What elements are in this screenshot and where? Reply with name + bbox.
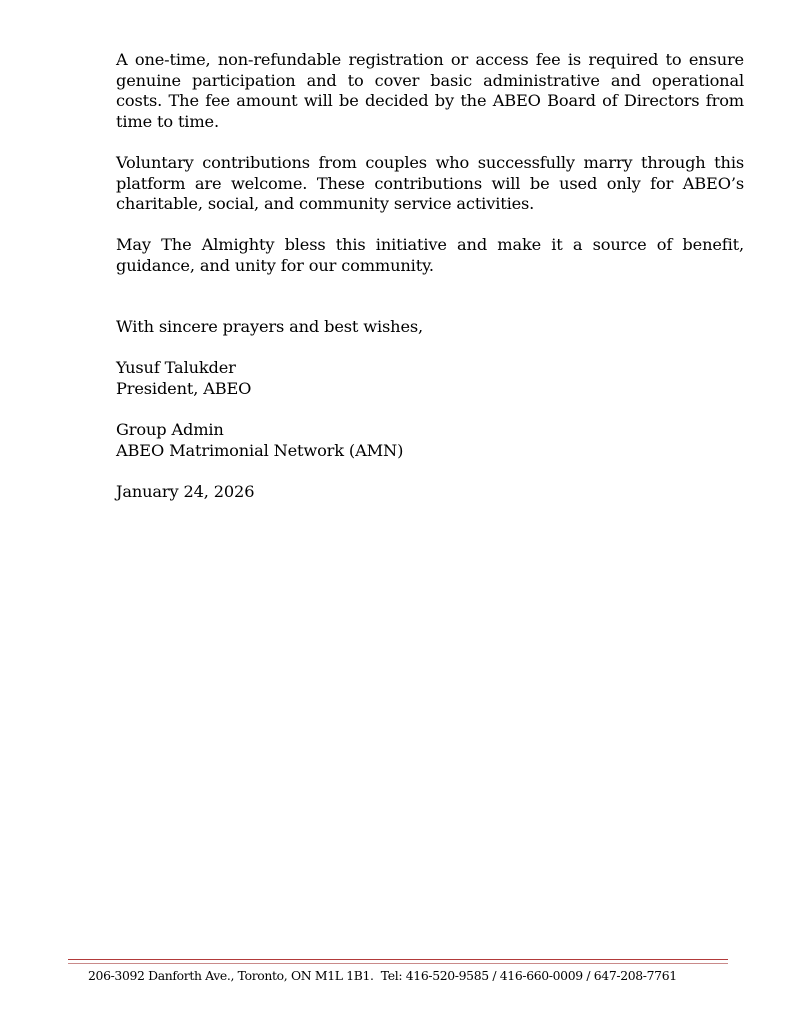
- signatory-title: President, ABEO: [116, 378, 252, 398]
- footer-address: 206-3092 Danforth Ave., Toronto, ON M1L 1B1.: [88, 968, 374, 983]
- footer-telephone: Tel: 416-520-9585 / 416-660-0009 / 647-208-7761: [380, 968, 677, 983]
- signatory-group-admin: [116, 420, 744, 461]
- fee-paragraph: A one-time, non-refundable registration or access fee is required to ensure genuine participation and to cover basic administrative and operational costs. The fee amount will be decided by the ABEO Board of Directors from time to time.: [116, 50, 744, 131]
- footer-contact: [88, 968, 728, 984]
- closing-salutation: With sincere prayers and best wishes,: [116, 317, 424, 336]
- signatory-name: Group Admin: [116, 420, 224, 439]
- signatory-title: ABEO Matrimonial Network (AMN): [116, 440, 404, 460]
- signatory-name: Yusuf Talukder: [116, 358, 236, 377]
- blessing-paragraph: May The Almighty bless this initiative and make it a source of benefit, guidance, and unity for our community.: [116, 235, 744, 275]
- signatory-president: [116, 358, 744, 399]
- letter-date: January 24, 2026: [116, 482, 255, 501]
- footer-divider-secondary: [68, 963, 728, 964]
- footer-divider: [68, 959, 728, 960]
- contributions-paragraph: Voluntary contributions from couples who successfully marry through this platform are welcome. These contributions will be used only for ABEO’s charitable, social, and community service activities.: [116, 153, 744, 214]
